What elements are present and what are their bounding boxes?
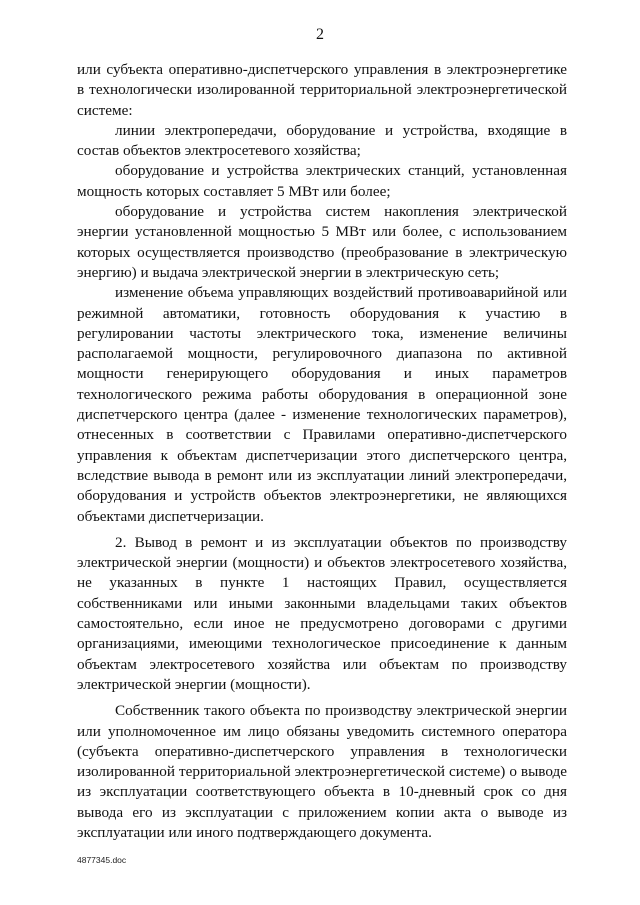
document-body (77, 60, 567, 843)
paragraph-owner-notification: Собственник такого объекта по производству электрической энергии или уполномоченное им лицо обязаны уведомить системного оператора (субъекта оперативно-диспетчерского управления в технологически изолированной территориальной электроэнергетической системе) о выводе из эксплуатации соответствующего объекта в 10-дневный срок со дня вывода его из эксплуатации с приложением копии акта о выводе из эксплуатации или иного подтверждающего документа. (77, 702, 567, 841)
paragraph-energy-storage: оборудование и устройства систем накопления электрической энергии установленной мощностью 5 МВт или более, с использованием которых осуществляется производство (преобразование в электрическую энергию) и выдача электрической энергии в электрическую сеть; (77, 203, 567, 281)
paragraph-power-stations: оборудование и устройства электрических станций, установленная мощность которых составляет 5 МВт или более; (77, 162, 567, 200)
paragraph-parameter-changes: изменение объема управляющих воздействий противоаварийной или режимной автоматики, готовность оборудования к участию в регулировании частоты электрического тока, изменение величины располагаемой мощности, регулировочного диапазона по активной мощности генерирующего оборудования и иных параметров технологического режима работы оборудования в операционной зоне диспетчерского центра (далее - изменение технологических параметров), отнесенных в соответствии с Правилами оперативно-диспетчерского управления к объектам диспетчеризации этого диспетчерского центра, вследствие вывода в ремонт или из эксплуатации линий электропередачи, оборудования и устройств объектов электроэнергетики, не являющихся объектами диспетчеризации. (77, 284, 567, 525)
document-file-code: 4877345.doc (77, 855, 127, 865)
paragraph-power-lines: линии электропередачи, оборудование и устройства, входящие в состав объектов электросетевого хозяйства; (77, 121, 567, 160)
page-number: 2 (316, 26, 324, 43)
paragraph-continuation: или субъекта оперативно-диспетчерского управления в электроэнергетике в технологически изолированной территориальной электроэнергетической системе: (77, 61, 567, 119)
paragraph-clause-2: 2. Вывод в ремонт и из эксплуатации объектов по производству электрической энергии (мощности) и объектов электросетевого хозяйства, не указанных в пункте 1 настоящих Правил, осуществляется собственниками или иными законными владельцами таких объектов самостоятельно, если иное не предусмотрено договорами с другими организациями, имеющими технологическое присоединение к данным объектам электросетевого хозяйства или объектам по производству электрической энергии (мощности). (77, 533, 567, 693)
